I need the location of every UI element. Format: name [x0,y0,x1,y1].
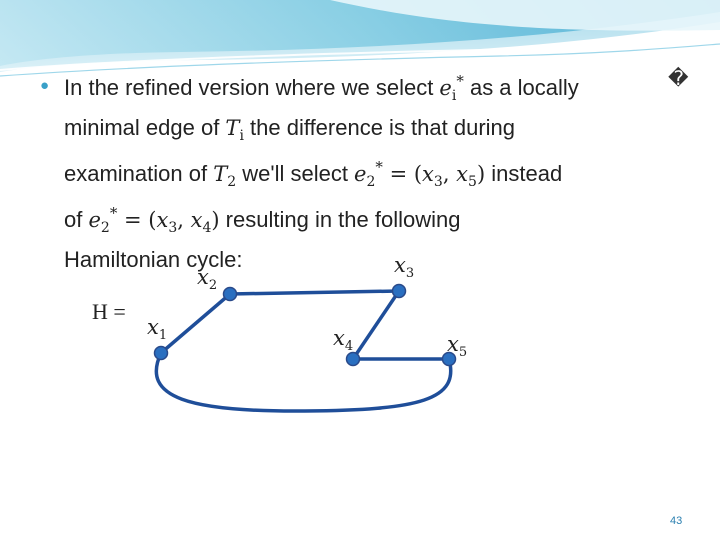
math-var: e [88,208,101,232]
math-sub: 3 [168,220,178,236]
node-var: x [147,315,159,339]
node-var: x [333,326,345,350]
math-sub: 5 [468,174,477,190]
node-sub: 1 [158,328,168,343]
text-run: examination of [64,161,214,186]
math-sub: 2 [227,174,237,190]
math-op: ) [211,208,220,232]
math-var: T [225,116,240,140]
text-run: of [64,207,89,232]
node-var: x [447,332,459,356]
h-equals-label: H = [92,299,126,324]
node-label-x2 [197,265,217,293]
node-x1 [155,347,168,360]
math-op: ) [476,162,486,186]
math-var: x [422,162,434,186]
missing-glyph-icon: � [668,66,689,90]
math-var: x [456,162,469,186]
math-var: x [190,208,203,232]
graph-edges [156,291,450,411]
node-sub: 3 [405,266,415,281]
bullet-icon: ● [40,77,50,94]
text-line-5: Hamiltonian cycle: [64,247,243,272]
node-label-x1 [147,315,167,343]
node-var: x [394,253,406,277]
node-label-x3 [394,253,414,281]
text-run: as a locally [463,75,579,100]
node-label-x4 [333,326,353,354]
node-label-x5 [447,332,467,360]
text-run: instead [485,161,563,186]
math-sub: 3 [433,174,443,190]
math-sub: i [451,88,457,104]
math-op: = ( [117,208,157,232]
math-sub: 4 [202,220,212,236]
math-sup: * [109,204,118,222]
graph-nodes [155,285,456,366]
node-x2 [224,288,237,301]
math-var: e [439,76,452,100]
page-number: 43 [670,515,683,527]
math-sub: 2 [100,220,110,236]
text-run: we'll select [236,161,355,186]
node-x4 [347,353,360,366]
node-sub: 2 [208,278,218,293]
text-run: the difference is that during [243,115,516,140]
edge-x2-x3 [230,291,399,294]
text-run: In the refined version where we select [64,75,440,100]
edge-x3-x4 [353,291,399,359]
math-sub: i [239,128,244,144]
math-op: , [442,162,457,186]
math-op: = ( [382,162,423,186]
math-var: x [156,208,169,232]
math-op: , [177,208,191,232]
edge-x5-x1 [156,353,450,411]
text-run: resulting in the following [219,207,461,232]
node-sub: 5 [458,345,468,360]
math-sup: * [456,72,464,90]
math-sub: 2 [366,174,376,190]
text-run: minimal edge of [64,115,226,140]
node-var: x [197,265,209,289]
node-sub: 4 [344,339,354,354]
node-x3 [393,285,406,298]
math-sup: * [375,158,383,176]
edge-x1-x2 [158,294,230,353]
math-var: e [354,162,367,186]
math-var: T [213,162,228,186]
